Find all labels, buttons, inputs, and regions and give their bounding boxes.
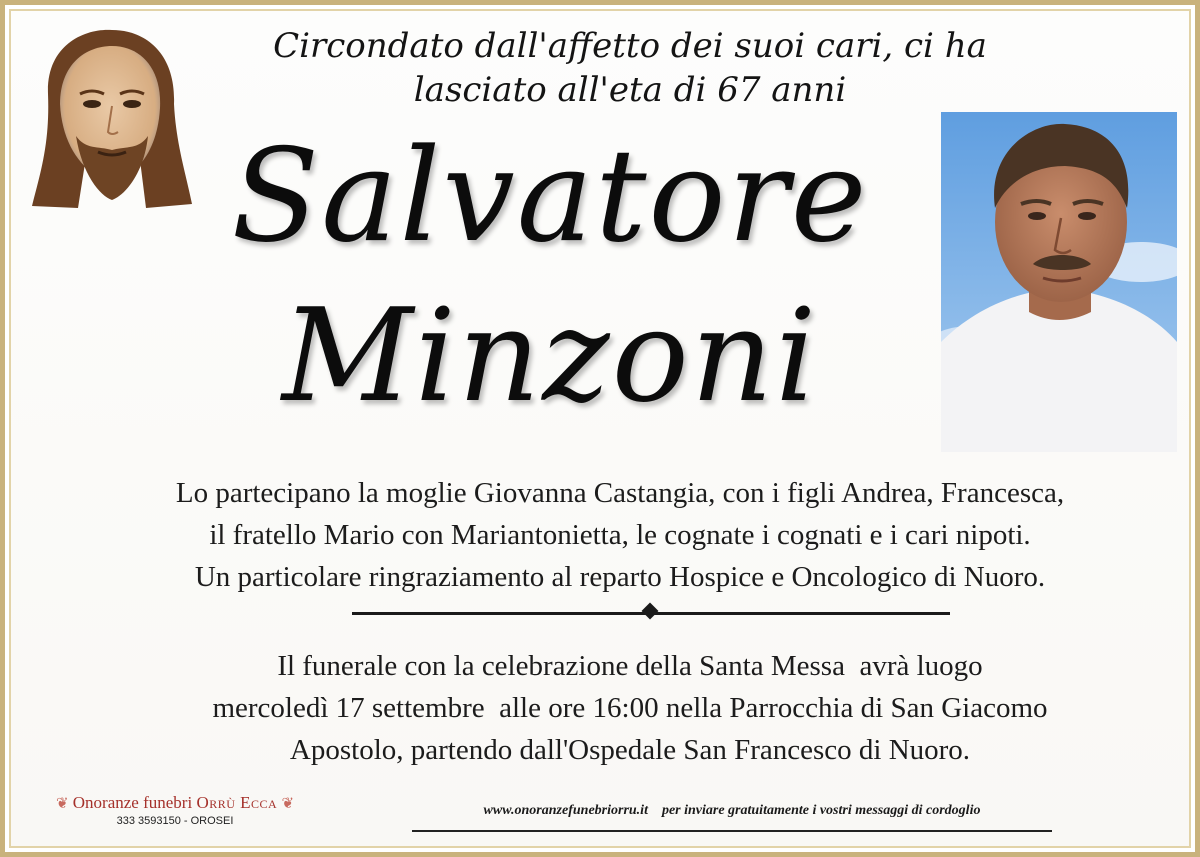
agency-name bbox=[40, 793, 310, 813]
agency-name-prefix: Onoranze funebri bbox=[72, 793, 193, 812]
footer-underline bbox=[412, 830, 1052, 832]
left-swirl-icon: ❦ bbox=[55, 796, 69, 812]
family-line-1: Lo partecipano la moglie Giovanna Castangia, con i figli Andrea, Francesca, bbox=[175, 477, 1065, 509]
funeral-notice bbox=[80, 645, 1180, 771]
family-line-3: Un particolare ringraziamento al reparto Hospice e Oncologico di Nuoro. bbox=[194, 561, 1046, 593]
family-message bbox=[60, 472, 1180, 598]
deceased-portrait-photo bbox=[941, 112, 1177, 452]
footer-website-note[interactable]: www.onoranzefunebriorru.it per inviare gratuitamente i vostri messaggi di cordoglio bbox=[483, 803, 981, 818]
funeral-line-1: Il funerale con la celebrazione della Santa Messa avrà luogo bbox=[277, 650, 983, 682]
intro-line-1: Circondato dall'affetto dei suoi cari, ci ha bbox=[273, 26, 987, 66]
family-line-2: il fratello Mario con Mariantonietta, le cognate i cognati e i cari nipoti. bbox=[209, 519, 1031, 551]
intro-line-2: lasciato all'eta di 67 anni bbox=[413, 70, 847, 110]
deceased-last-name: Minzoni bbox=[281, 282, 819, 431]
funeral-line-3: Apostolo, partendo dall'Ospedale San Francesco di Nuoro. bbox=[289, 734, 971, 766]
agency-logo bbox=[40, 793, 310, 833]
agency-name-brand: Orrù Ecca bbox=[196, 793, 278, 812]
deceased-first-name: Salvatore bbox=[231, 122, 869, 271]
agency-phone-city: 333 3593150 - OROSEI bbox=[116, 815, 234, 827]
funeral-line-2: mercoledì 17 settembre alle ore 16:00 nella Parrocchia di San Giacomo bbox=[212, 692, 1048, 724]
intro-text bbox=[200, 24, 1060, 112]
right-swirl-icon: ❦ bbox=[281, 796, 295, 812]
